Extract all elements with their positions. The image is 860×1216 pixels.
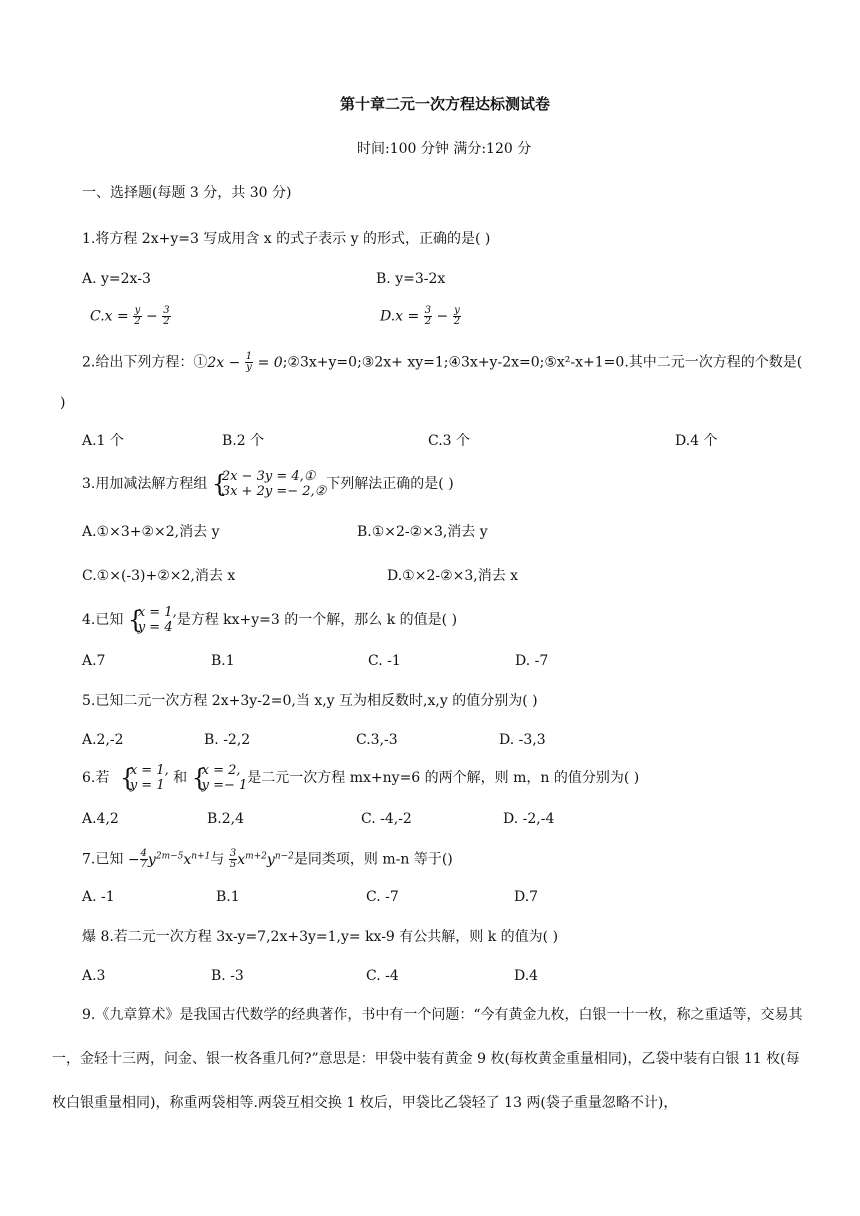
question-7-stem (82, 846, 453, 870)
question-8-option-b: B. -3 (211, 968, 244, 984)
equation-system-1: { x = 1, y = 1 (119, 763, 169, 793)
equation-2: 3x + 2y =− 2,② (221, 484, 327, 499)
question-6-option-a: A.4,2 (82, 811, 119, 827)
question-2-stem (82, 352, 802, 373)
question-7-option-d: D.7 (514, 889, 539, 905)
question-4-option-b: B.1 (211, 653, 235, 669)
equation-1: x = 1, (137, 605, 177, 620)
question-4-option-d: D. -7 (515, 653, 549, 669)
stem-suffix: 是二元一次方程 mx+ny=6 的两个解，则 m，n 的值分别为( ) (247, 770, 640, 786)
question-8-option-d: D.4 (514, 968, 539, 984)
stem-prefix: 2.给出下列方程：① (82, 354, 208, 371)
stem-prefix: 4.已知 (82, 612, 124, 628)
equation-1: 2x − 3y = 4,① (221, 469, 316, 484)
stem-suffix: 是方程 kx+y=3 的一个解，那么 k 的值是( ) (176, 612, 458, 628)
question-5-option-c: C.3,-3 (356, 732, 398, 748)
question-3-option-a: A.①×3+②×2,消去 y (82, 524, 220, 540)
fraction: $\frac{3}{2}$ (163, 305, 170, 327)
question-4-option-c: C. -1 (368, 653, 401, 669)
question-7-option-c: C. -7 (366, 889, 399, 905)
math-term-1: − $\frac{4}{7}$ $y^{2m-5}x^{n+1}$ (127, 848, 211, 871)
question-1-option-a: A. y=2x-3 (82, 271, 151, 287)
stem-prefix: 3.用加减法解方程组 (82, 476, 208, 492)
equation-2: y =− 1 (201, 778, 248, 793)
section-heading: 一、选择题(每题 3 分，共 30 分) (82, 185, 292, 201)
question-4-option-a: A.7 (82, 653, 106, 669)
page-subtitle: 时间:100 分钟 满分:120 分 (357, 141, 532, 157)
question-4-stem (82, 602, 457, 638)
fraction: $\frac{y}{2}$ (134, 305, 141, 327)
stem-suffix: 下列解法正确的是( ) (326, 476, 454, 492)
question-6-option-d: D. -2,-4 (503, 811, 555, 827)
question-6-option-c: C. -4,-2 (361, 811, 412, 827)
page-title: 第十章二元一次方程达标测试卷 (340, 95, 551, 113)
question-1-option-c: C.x = $\frac{y}{2}$ − $\frac{3}{2}$ (90, 305, 170, 327)
question-1-option-b: B. y=3-2x (376, 271, 446, 287)
question-3-option-b: B.①×2-②×3,消去 y (357, 524, 488, 540)
question-5-stem: 5.已知二元一次方程 2x+3y-2=0,当 x,y 互为相反数时,x,y 的值分别为( ) (82, 693, 538, 709)
option-c-prefix: C.x = (90, 308, 134, 325)
question-5-option-b: B. -2,2 (204, 732, 251, 748)
question-8-option-c: C. -4 (366, 968, 399, 984)
equation-2: y = 4 (137, 620, 173, 635)
stem-middle: 与 (210, 851, 225, 868)
equation-system-2: { x = 2, y =− 1 (191, 763, 248, 793)
fraction: $\frac{y}{2}$ (453, 305, 461, 327)
question-9-text: 9.《九章算术》是我国古代数学的经典著作，书中有一个问题：“今有黄金九枚，白银一十一枚，称之重适等，交易其一，金轻十三两，问金、银一枚各重几何?”意思是：甲袋中装有黄金 9 枚(每枚黄金重量相同)，乙袋中装有白银 11 枚(每枚白银重量相同)，称重两袋相等.两袋互相交换 1 枚后，甲袋比乙袋轻了 13 两(袋子重量忽略不计)， (52, 1007, 803, 1111)
question-2-option-b: B.2 个 (222, 433, 265, 449)
math-expression: 2x − $\frac{1}{y}$ = 0 (207, 351, 283, 373)
equation-system: { x = 1, y = 4 (127, 605, 177, 635)
question-3-option-d: D.①×2-②×3,消去 x (387, 568, 519, 584)
question-1-stem: 1.将方程 2x+y=3 写成用含 x 的式子表示 y 的形式，正确的是( ) (82, 231, 491, 247)
equation-1: x = 1, (129, 763, 169, 778)
question-5-option-a: A.2,-2 (82, 732, 124, 748)
equation-system: { 2x − 3y = 4,① 3x + 2y =− 2,② (211, 469, 327, 499)
math-term-2: $\frac{3}{5}$ $x^{m+2}y^{n-2}$ (229, 848, 294, 871)
question-6-stem (82, 760, 639, 796)
stem-prefix: 6.若 (82, 770, 110, 786)
question-2-stem-close: ) (60, 395, 66, 411)
question-2-option-a: A.1 个 (82, 433, 124, 449)
equation-2: y = 1 (129, 778, 165, 793)
question-6-option-b: B.2,4 (207, 811, 245, 827)
stem-middle: 和 (173, 770, 188, 786)
question-1-option-d: D.x = $\frac{3}{2}$ − $\frac{y}{2}$ (380, 305, 461, 327)
option-d-prefix: D.x = (380, 308, 424, 325)
fraction: $\frac{3}{2}$ (424, 305, 432, 327)
stem-suffix: ;②3x+y=0;③2x+ xy=1;④3x+y-2x=0;⑤x²-x+1=0.其中二元一次方程的个数是( (282, 354, 803, 371)
equation-1: x = 2, (201, 763, 241, 778)
question-5-option-d: D. -3,3 (499, 732, 546, 748)
question-3-option-c: C.①×(-3)+②×2,消去 x (82, 568, 236, 584)
question-8-option-a: A.3 (82, 968, 106, 984)
stem-prefix: 7.已知 (82, 851, 124, 868)
question-3-stem (82, 466, 454, 502)
question-2-option-d: D.4 个 (675, 433, 718, 449)
stem-suffix: 是同类项，则 m-n 等于() (293, 851, 453, 868)
question-7-option-b: B.1 (216, 889, 240, 905)
question-7-option-a: A. -1 (82, 889, 115, 905)
question-8-stem: 爆 8.若二元一次方程 3x-y=7,2x+3y=1,y= kx-9 有公共解，则 k 的值为( ) (82, 929, 559, 945)
question-2-option-c: C.3 个 (428, 433, 471, 449)
